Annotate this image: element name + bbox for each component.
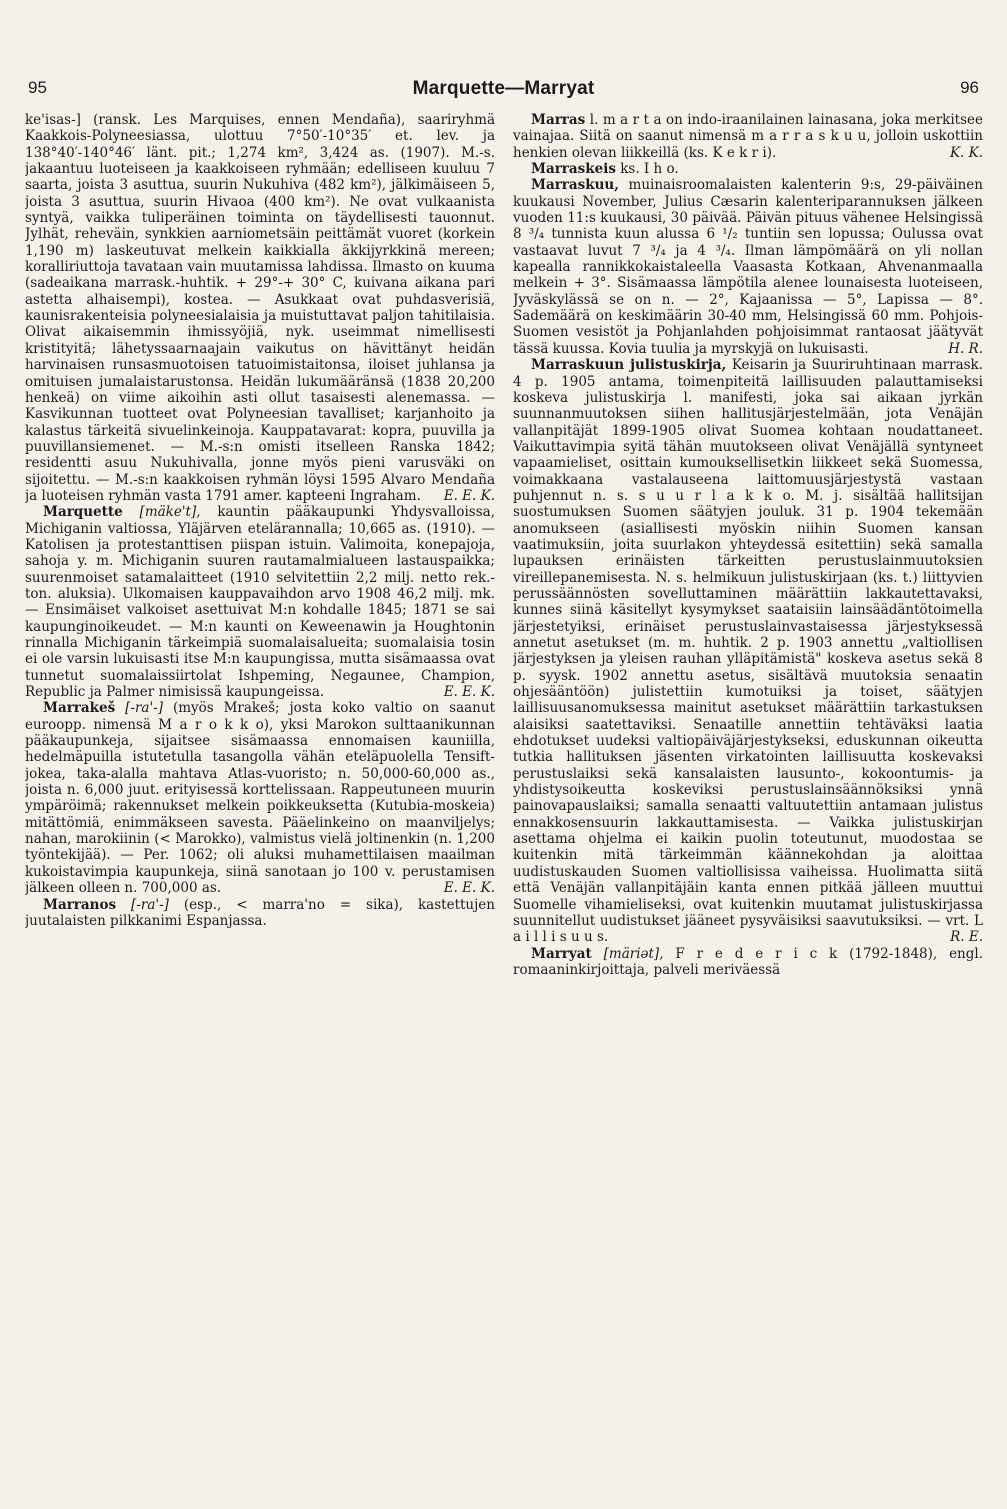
entry-pronunciation: [mäke't], xyxy=(139,504,201,521)
entry xyxy=(25,897,495,930)
entry-text: Keisarin ja Suuriruhtinaan marrask. 4 p. 1905 antama, toimenpiteitä laillisuuden palauttamiseksi koskeva julistuskirja l. manifesti, joka sai aikaan jyrkän suunnanmuutoksen siihen hallitusjärjestelmään, jota Venäjän vallanpitäjät 1899-1905 olivat Suomea kohtaan noudattaneet. Vaikuttavimpia syitä tähän muutokseen olivat Venäjällä syntyneet vapaamieliset, osittain kumouksellisetkin liikkeet sekä Suomessa, voimakkaana vastalauseena laittomuusjärjestystä vastaan puhjennut n. s. s u u r l a k k o. M. j. sisältää hallitsijan suostumuksen Suomen säätyjen jouluk. 31 p. 1904 tekemään anomukseen (asiallisesti myöskin niihin Suomen kansan vaatimuksiin, joita suurlakon yhteydessä esitettiin) sekä samalla lupauksen erinäisten tärkeitten perustuslainmuutoksien vireillepanemisesta. N. s. helmikuun julistuskirjaan (ks. t.) liittyvien perussäännösten sovelluttaminen määrättiin lakkautettavaksi, kunnes siinä käsitellyt kysymykset saataisiin lainsäädäntötoimella järjestetyiksi, erinäiset perustuslainvastaisessa järjestyksessä annetut asetukset (m. m. huhtik. 2 p. 1903 annettu „valtiollisen järjestyksen ja yleisen rauhan ylläpitämistä" koskeva asetus sekä 8 p. syysk. 1902 annettu asetus, sisältävä muutoksia senaatin ohjesääntöön) julistettiin kumotuiksi ja toiset, säätyjen laillisuusanomuksessa mainitut asetukset määrättiin tarkastuksen alaisiksi saatettaviksi. Senaatille annettiin tehtäväksi laatia ehdotukset uudeksi valtiopäiväjärjestykseksi, eduskunnan oikeutta tutkia hallituksen jäsenten virkatointen laillisuutta koskevaksi perustuslaiksi sekä kansalaisten lausunto-, kokoontumis- ja yhdistysoikeutta koskeviksi perustuslainsäännöksiksi ynnä painovapauslaiksi; samalla senaatti valtuutettiin antamaan julistus ennakkosensuurin lakkauttamisesta. — Vaikka julistuskirjan asettama ohjelma ei kaikin puolin toteutunut, muodostaa se kuitenkin mitä tärkeimmän käännekohdan ja aloittaa uudistuskauden Suomen valtiollisissa vaiheissa. Huolimatta siitä että Venäjän vallanpitäjäin kanta ennen pitkää jälleen muuttui Suomelle vihamieliseksi, ovat kuitenkin muutamat julistuskirjassa suunnitellut uudistukset jääneet pysyväisiksi saavutuksiksi. — vrt. L a i l l i s u u s. xyxy=(513,357,983,946)
entry-text: l. m a r t a on indo-iraanilainen lainasana, joka merkitsee vainajaa. Siitä on saanut nimensä m a r r a s k u u, jolloin uskottiin henkien olevan liikkeillä (ks. K e k r i). xyxy=(513,112,983,161)
entry-text: ke'isas-] (ransk. Les Marquises, ennen Mendaña), saariryhmä Kaakkois-Polyneesiassa, ulottuu 7°50′-10°35′ et. lev. ja 138°40′-140°46′ länt. pit.; 1,274 km², 3,424 as. (1907). M.-s. jakaantuu luoteiseen ja kaakkoiseen ryhmään; edelliseen kuuluu 7 saarta, joista 3 asuttua, suurin Nukuhiva (482 km²), jälkimäiseen 5, joista 3 asuttua, suurin Hivaoa (400 km²). Ne ovat vulkaanista syntyä, vaikka tuliperäinen toiminta on täydellisesti tauonnut. Jylhät, reheväin, synkkien aarniometsäin peittämät vuoret (korkein 1,190 m) laskeutuvat melkein kaikkialla äkkijyrkkinä mereen; koralliriuttoja tavataan vain muutamissa lahdissa. Ilmasto on kuuma (sadeaikana marrask.-huhtik. + 29°-+ 30° C, kuivana aikana pari astetta alhaisempi), kostea. — Asukkaat ovat puhdasverisiä, kaunisrakenteisia polyneesialaisia ja muistuttavat paljon tahitilaisia. Olivat aikaisemmin ihmissyöjiä, nyk. useimmat nimellisesti kristityitä; lähetyssaarnaajain vaikutus on hävittänyt heidän harvinaisen runsasmuotoisen tatuoimistaitonsa, iloiset juhlansa ja omituisen jumalaistarustonsa. Heidän lukumääränsä (1838 20,200 henkeä) on viime aikoihin asti ollut tasaisesti alenemassa. — Kasvikunnan tuotteet ovat Polyneesian tavalliset; karjanhoito ja kalastus tärkeitä sivuelinkeinoja. Kauppatavarat: kopra, puuvilla ja puuvillansiemenet. — M.-s:n omisti itselleen Ranska 1842; residentti asuu Nukuhivalla, jonne myös pieni varusväki on sijoitettu. — M.-s:n kaakkoisen ryhmän löysi 1595 Alvaro Mendaña ja luoteisen ryhmän vasta 1791 amer. kapteeni Ingraham. xyxy=(25,112,495,504)
entry-text: F r e d e r i c k (1792-1848), engl. romaaninkirjoittaja, palveli meriväessä xyxy=(513,945,983,978)
entry-signature: R. E. xyxy=(950,929,983,946)
entry-signature: E. E. K. xyxy=(443,880,495,897)
entry-text: kauntin pääkaupunki Yhdysvalloissa, Michiganin valtiossa, Yläjärven etelärannalla; 10,665 as. (1910). — Katolisen ja protestanttisen piispan istuin. Valimoita, konepajoja, sahoja y. m. Michiganin suuren rautamalmialueen lastauspaikka; suurenmoiset satamalaitteet (1910 selvitettiin 2,2 milj. netto rek.-ton. aluksia). Ulkomaisen kauppavaihdon arvo 1908 46,2 milj. mk. — Ensimäiset valkoiset asettuivat M:n kohdalle 1845; 1871 se sai kaupunginoikeudet. — M:n kaunti on Keweenawin ja Houghtonin rinnalla Michiganin tärkeimpiä suomalaisalueita; suomalaisia tosin ei ole varsin lukuisasti itse M:n kaupungissa, mutta sisämaassa ovat tunnetut suomalaissiirtolat Ishpeming, Negaunee, Champion, Republic ja Palmer nimisissä kaupungeissa. xyxy=(25,504,495,701)
entry-headword: Marryat xyxy=(531,945,592,962)
entry-headword: Marraskeis xyxy=(531,161,616,178)
entry xyxy=(513,946,983,979)
entry xyxy=(25,700,495,896)
entry-headword: Marras xyxy=(531,112,586,128)
page-number-left: 95 xyxy=(28,78,47,97)
page-number-right: 96 xyxy=(960,78,979,97)
entry-text: muinaisroomalaisten kalenterin 9:s, 29-päiväinen kuukausi November, Julius Cæsarin kalenteriparannuksen jälkeen vuoden 11:s kuukausi, 30 päivää. Päivän pituus vähenee Helsingissä 8 ³/₄ tunnista kuun alussa 6 ¹/₂ tuntiin sen lopussa; Oulussa ovat vastaavat luvut 7 ³/₄ ja 4 ³/₄. Ilman lämpömäärä on yli nollan kapealla rannikkokaistaleella Vaasasta Kotkaan, Ahvenanmaalla melkein + 3°. Sisämaassa lämpötila alenee lounaisesta luoteiseen, Jyväskylässä se on n. — 2°, Kajaanissa — 5°, Lapissa — 8°. Sademäärä on keskimäärin 30-40 mm, Helsingissä 60 mm. Pohjois-Suomen vesistöt ja Pohjanlahden pohjoisimmat rantaosat jäätyvät tässä kuussa. Kovia tuulia ja myrskyjä on lukuisasti. xyxy=(513,177,983,357)
entry-headword: Marranos xyxy=(43,896,117,913)
right-column xyxy=(513,112,983,1412)
entry-signature: H. R. xyxy=(948,340,983,357)
entry xyxy=(513,112,983,161)
entry-headword: Marraskuun julistuskirja, xyxy=(531,357,727,374)
entry-headword: Marrakeš xyxy=(43,700,116,717)
entry-signature: E. E. K. xyxy=(443,684,495,701)
entry-headword: Marraskuu, xyxy=(531,177,619,194)
entry xyxy=(513,161,983,177)
left-column xyxy=(25,112,495,1412)
entry-headword: Marquette xyxy=(43,504,123,521)
entry xyxy=(513,357,983,945)
entry-text: ks. I h o. xyxy=(620,161,679,178)
entry xyxy=(25,504,495,700)
entry-text: (esp., < marra'no = sika), kastettujen juutalaisten pilkkanimi Espanjassa. xyxy=(25,896,495,929)
entry-pronunciation: [-ra'-] xyxy=(131,896,169,913)
entry-text: (myös Mrakeš; josta koko valtio on saanut euroopp. nimensä M a r o k k o), yksi Marokon sulttaanikunnan pääkaupunkeja, sijaitsee sisämaassa ennomaisen kauniilla, hedelmäpuilla istutetulla tasangolla vähän eteläpuolella Tensift-jokea, taka-alalla mahtava Atlas-vuoristo; n. 50,000-60,000 as., joista n. 6,000 juut. erityisessä korttelissaan. Rappeutuneen muurin ympäröimä; rakennukset melkein poikkeuksetta (Kutubia-moskeia) mitättömiä, enimmäkseen savesta. Pääelinkeino on maanviljelys; nahan, marokiinin (< Marokko), valmistus vielä joltinenkin (n. 1,200 työntekijää). — Per. 1062; oli aluksi muhamettilaisen maailman kukoistavimpia kaupunkeja, siinä sanotaan jo 100 v. perustamisen jälkeen olleen n. 700,000 as. xyxy=(25,700,495,897)
entry xyxy=(25,112,495,504)
running-title: Marquette—Marryat xyxy=(412,78,595,99)
page-header xyxy=(28,78,979,104)
entry xyxy=(513,177,983,357)
entry-signature: K. K. xyxy=(949,144,983,161)
entry-signature: E. E. K. xyxy=(443,487,495,504)
entry-pronunciation: [märiət], xyxy=(603,945,664,962)
entry-pronunciation: [-ra'-] xyxy=(125,700,164,717)
